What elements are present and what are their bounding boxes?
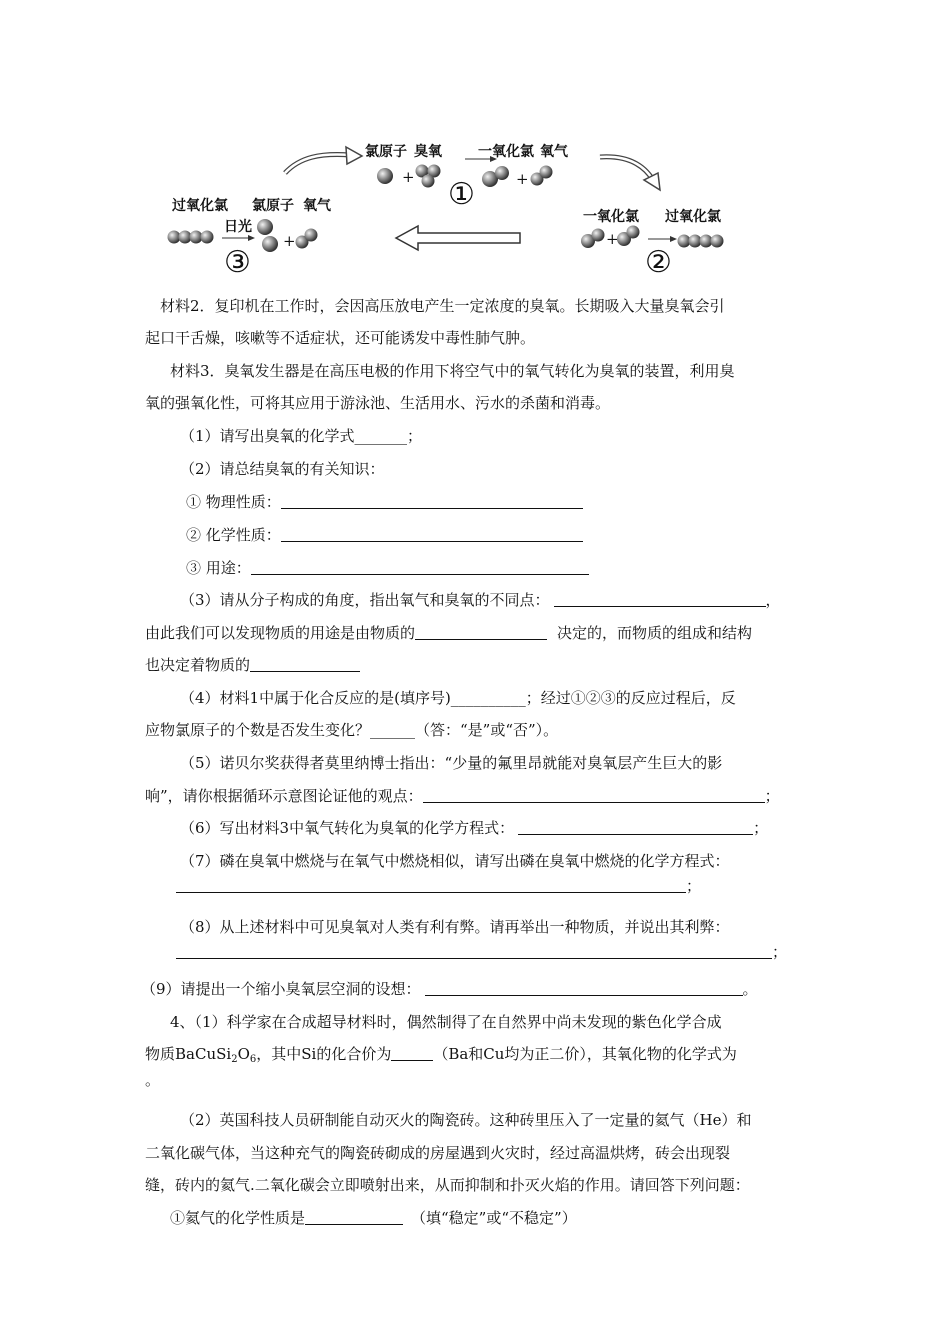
question-9: （9）请提出一个缩小臭氧层空洞的设想： 。 [141,980,758,998]
answer-blank[interactable] [423,786,765,803]
label-sunlight: 日光 [224,219,252,235]
question-8-line-2: ； [176,942,787,962]
answer-blank[interactable] [176,942,772,959]
label-chlorine-peroxide-3: 过氧化氯 [172,198,228,214]
label-chlorine-peroxide-2: 过氧化氯 [665,209,721,225]
q2-chemical-properties: ② 化学性质： [186,525,583,545]
problem-4-part-2-q1: ①氦气的化学性质是 （填“稳定”或“不稳定”） [170,1209,577,1227]
problem-4-part-2-line-2: 二氧化碳气体，当这种充气的陶瓷砖砌成的房屋遇到火灾时，经过高温烘烤，砖会出现裂 [145,1144,731,1162]
question-3-line-1: （3）请从分子构成的角度，指出氧气和臭氧的不同点： ， [180,591,781,609]
answer-blank[interactable] [281,525,583,542]
q2-physical-properties: ① 物理性质： [186,492,583,512]
question-7-line-1: （7）磷在臭氧中燃烧与在氧气中燃烧相似，请写出磷在臭氧中燃烧的化学方程式： [180,852,730,870]
question-5-line-1: （5）诺贝尔奖获得者莫里纳博士指出：“少量的氟里昂就能对臭氧层产生巨大的影 [180,754,723,772]
plus-sign: + [516,170,529,188]
reaction-number-3: ③ [224,245,251,280]
plus-sign: + [283,232,296,250]
problem-4-line-1: 4、（1）科学家在合成超导材料时，偶然制得了在自然界中尚未发现的紫色化学合成 [170,1013,722,1031]
answer-blank[interactable] [425,979,743,996]
material-3-line-2: 氧的强氧化性，可将其应用于游泳池、生活用水、污水的杀菌和消毒。 [145,394,611,412]
answer-blank[interactable] [176,876,686,893]
problem-4-line-2: 物质$BaCuSi_2O_6$，其中Si的化合价为 （Ba和Cu均为正二价），其氧化物的化学式为 [145,1045,737,1065]
answer-blank[interactable] [518,818,753,835]
label-chlorine-atom-3: 氯原子 [252,198,294,214]
answer-blank[interactable] [305,1208,403,1225]
answer-blank[interactable] [415,623,547,640]
label-oxygen-1: 氧气 [540,144,568,160]
question-6: （6）写出材料3中氧气转化为臭氧的化学方程式： ； [180,819,769,837]
label-chlorine-monoxide-2: 一氧化氯 [583,209,639,225]
label-oxygen-3: 氧气 [303,198,331,214]
question-3-line-3: 也决定着物质的 [145,655,360,675]
label-chlorine-monoxide-1: 一氧化氯 [478,144,534,160]
label-chlorine-atom-1: 氯原子 [365,144,407,160]
problem-4-part-2-line-3: 缝，砖内的氦气.二氧化碳会立即喷射出来，从而抑制和扑灭火焰的作用。请回答下列问题： [145,1176,750,1194]
answer-blank[interactable] [554,590,766,607]
answer-blank[interactable] [250,655,360,672]
question-2: （2）请总结臭氧的有关知识： [180,460,385,478]
reaction-number-1: ① [448,177,475,212]
question-4-line-1: （4）材料1中属于化合反应的是(填序号)__________；经过①②③的反应过程后，反 [180,689,736,707]
label-ozone: 臭氧 [414,144,442,160]
answer-blank[interactable] [281,492,583,509]
question-3-line-2: 由此我们可以发现物质的用途是由物质的 决定的，而物质的组成和结构 [145,624,753,642]
question-7-line-2: ； [176,876,701,896]
problem-4-part-2-line-1: （2）英国科技人员研制能自动灭火的陶瓷砖。这种砖里压入了一定量的氦气（He）和 [180,1111,752,1129]
problem-4-line-3: 。 [145,1071,161,1089]
question-8-line-1: （8）从上述材料中可见臭氧对人类有利有弊。请再举出一种物质，并说出其利弊： [180,918,730,936]
plus-sign: + [606,230,619,248]
question-5-line-2: 响”，请你根据循环示意图论证他的观点： ； [145,787,780,805]
material-2-line-2: 起口干舌燥，咳嗽等不适症状，还可能诱发中毒性肺气肿。 [145,329,536,347]
material-2-line-1: 材料2．复印机在工作时，会因高压放电产生一定浓度的臭氧。长期吸入大量臭氧会引 [160,297,725,315]
answer-blank[interactable] [251,558,589,575]
q2-uses: ③ 用途： [186,558,589,578]
question-4-line-2: 应物氯原子的个数是否发生变化？______（答：“是”或“否”）。 [145,721,559,739]
material-3-line-1: 材料3．臭氧发生器是在高压电极的作用下将空气中的氧气转化为臭氧的装置，利用臭 [170,362,735,380]
plus-sign: + [402,168,415,186]
question-1: （1）请写出臭氧的化学式_______； [180,427,423,445]
answer-blank[interactable] [391,1044,433,1061]
reaction-number-2: ② [645,245,672,280]
